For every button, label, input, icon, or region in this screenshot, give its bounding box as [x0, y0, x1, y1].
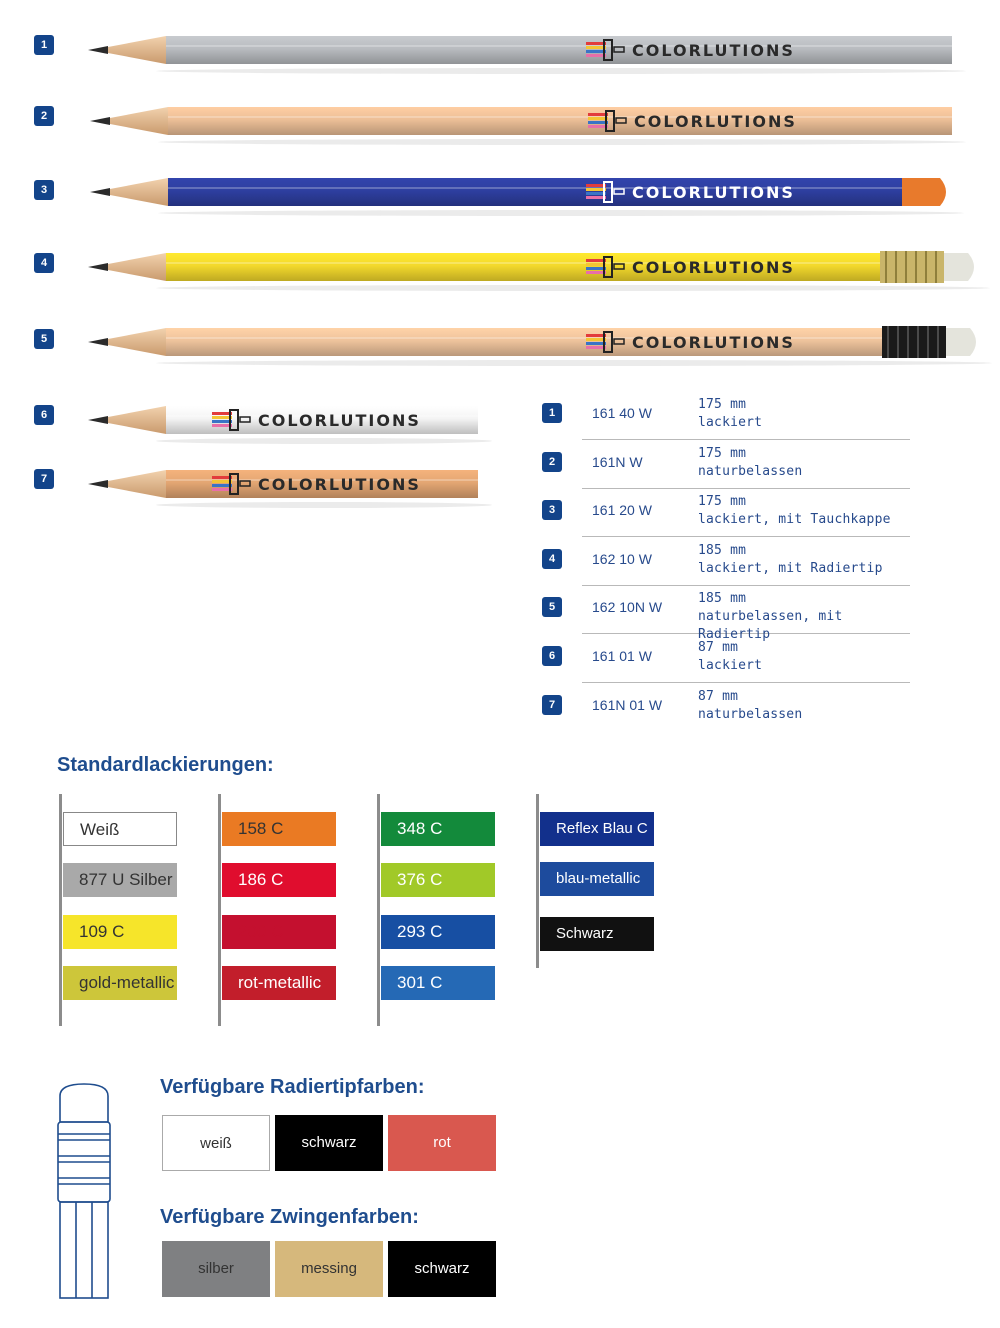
spec-description: [698, 688, 802, 724]
article-number: 161 01 W: [592, 648, 652, 664]
spec-row: [548, 440, 910, 489]
swatch-column-divider: [218, 794, 221, 1026]
eraser-color-chip: rot: [388, 1115, 496, 1171]
spec-finish: lackiert, mit Radiertip: [698, 560, 883, 576]
pencil-5: [86, 326, 982, 368]
article-number: 161N W: [592, 453, 643, 470]
paint-swatch: 109 C: [63, 915, 177, 949]
spec-number-badge: 4: [542, 549, 562, 569]
eraser-tip-outline: [56, 1082, 112, 1307]
brand-logo-text: COLORLUTIONS: [258, 411, 421, 430]
spec-finish: lackiert: [698, 415, 763, 430]
spec-description: [698, 445, 802, 481]
paint-swatch: rot-metallic: [222, 966, 336, 1000]
article-number: 161N 01 W: [592, 696, 663, 713]
paint-swatch: 877 U Silber: [63, 863, 177, 897]
article-number: 162 10N W: [592, 599, 663, 616]
eraser-color-chip: weiß: [162, 1115, 270, 1171]
paint-swatch: gold-metallic: [63, 966, 177, 1000]
pencil-number-badge: 6: [34, 405, 54, 425]
ferrule-color-chip: silber: [162, 1241, 270, 1297]
spec-finish: naturbelassen, mit Radiertip: [698, 609, 843, 643]
spec-length: 175 mm: [698, 397, 747, 412]
spec-finish: naturbelassen: [698, 463, 803, 479]
swatch-column-divider: [59, 794, 62, 1026]
pencil-number-badge: 4: [34, 253, 54, 273]
paint-swatch: 301 C: [381, 966, 495, 1000]
paint-swatch: 158 C: [222, 812, 336, 846]
spec-row: [548, 488, 910, 537]
spec-length: 185 mm: [698, 542, 747, 558]
spec-length: 175 mm: [698, 494, 747, 510]
spec-number-badge: 6: [542, 646, 562, 666]
paint-swatch: 348 C: [381, 812, 495, 846]
brand-logo-text: COLORLUTIONS: [634, 112, 797, 131]
spec-description: [698, 639, 762, 675]
eraser-colors-title: Verfügbare Radiertipfarben:: [160, 1076, 425, 1098]
swatch-column-divider: [377, 794, 380, 1026]
paint-swatch: blau-metallic: [540, 862, 654, 896]
spec-description: [698, 542, 883, 578]
pencil-number-badge: 1: [34, 35, 54, 55]
pencil-3: [88, 176, 954, 218]
pencil-4: [86, 251, 980, 293]
brand-logo-text: COLORLUTIONS: [258, 475, 421, 494]
ferrule-color-chip: messing: [275, 1241, 383, 1297]
spec-row: [548, 683, 910, 731]
spec-row: [548, 391, 910, 440]
spec-row: [548, 634, 910, 683]
spec-length: 185 mm: [698, 591, 747, 607]
article-number: 162 10 W: [592, 550, 652, 567]
pencil-number-badge: 3: [34, 180, 54, 200]
swatch-column-divider: [536, 794, 539, 968]
paint-swatch: 293 C: [381, 915, 495, 949]
brand-logo-text: COLORLUTIONS: [632, 183, 795, 202]
spec-number-badge: 7: [542, 695, 562, 715]
pencil-2: [88, 105, 956, 147]
brand-logo-text: COLORLUTIONS: [632, 258, 795, 277]
paint-swatch: Reflex Blau C: [540, 812, 654, 846]
pencil-number-badge: 2: [34, 106, 54, 126]
paint-swatch: 186 C: [222, 863, 336, 897]
paint-swatch: 200 C: [222, 915, 336, 949]
spec-length: 175 mm: [698, 445, 747, 461]
ferrule-colors-title: Verfügbare Zwingenfarben:: [160, 1206, 419, 1228]
paint-swatch: 376 C: [381, 863, 495, 897]
article-number: 161 20 W: [592, 502, 652, 519]
spec-length: 87 mm: [698, 688, 739, 704]
spec-finish: lackiert, mit Tauchkappe: [698, 512, 891, 528]
pencil-1: [86, 34, 956, 76]
pencil-7: [86, 468, 482, 510]
pencil-number-badge: 5: [34, 329, 54, 349]
spec-row: [548, 585, 910, 643]
spec-row: [548, 537, 910, 586]
spec-number-badge: 3: [542, 500, 562, 520]
spec-number-badge: 5: [542, 597, 562, 617]
ferrule-color-chip: schwarz: [388, 1241, 496, 1297]
brand-logo-text: COLORLUTIONS: [632, 41, 795, 60]
spec-length: 87 mm: [698, 640, 739, 655]
pencil-6: [86, 404, 482, 446]
paint-swatch: Weiß: [63, 812, 177, 846]
eraser-color-chip: schwarz: [275, 1115, 383, 1171]
article-number: 161 40 W: [592, 405, 652, 421]
spec-description: [698, 396, 762, 432]
spec-finish: lackiert: [698, 658, 763, 673]
spec-finish: naturbelassen: [698, 706, 803, 722]
standard-title: Standardlackierungen:: [57, 754, 274, 776]
paint-swatch: Schwarz: [540, 917, 654, 951]
spec-description: [698, 493, 891, 529]
pencil-number-badge: 7: [34, 469, 54, 489]
spec-number-badge: 1: [542, 403, 562, 423]
spec-number-badge: 2: [542, 452, 562, 472]
brand-logo-text: COLORLUTIONS: [632, 333, 795, 352]
